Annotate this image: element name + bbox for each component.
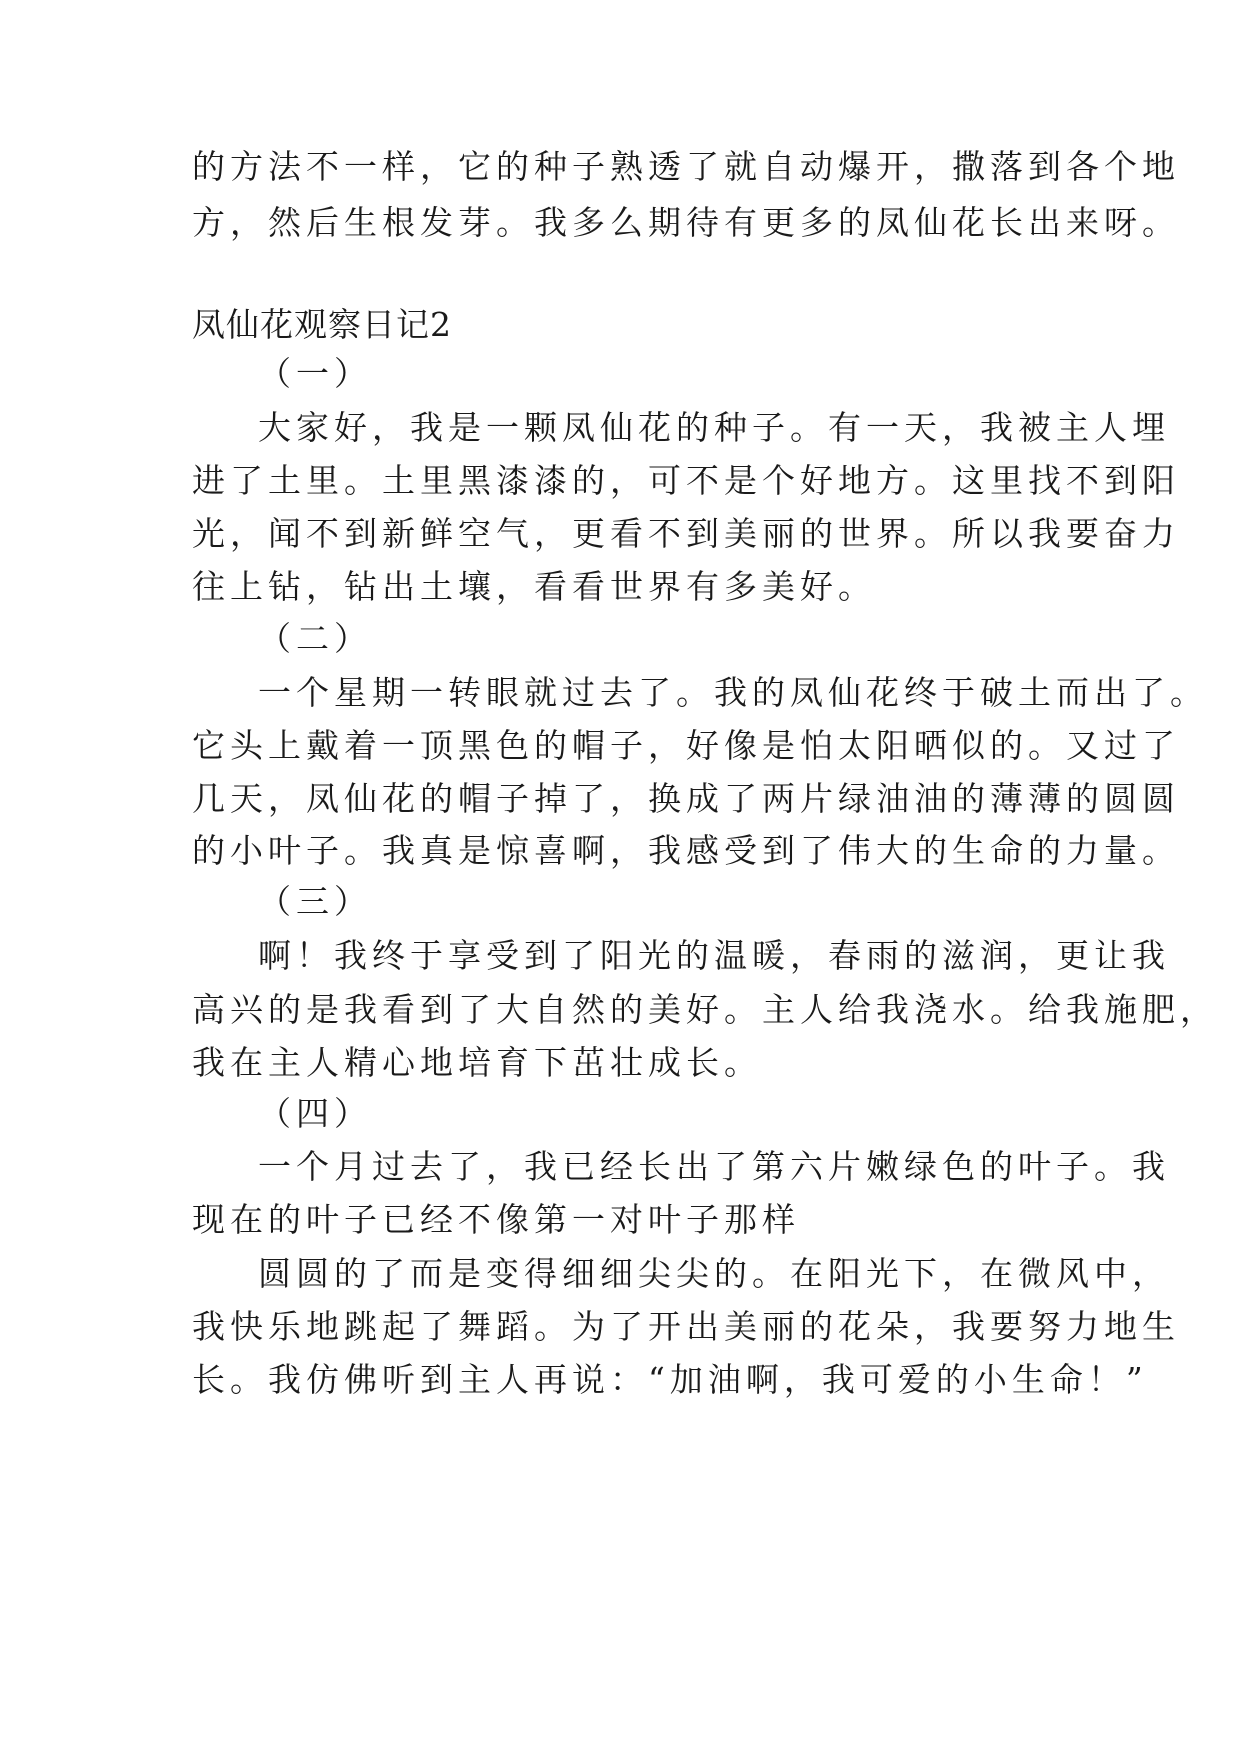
text-line: 我在主人精心地培育下茁壮成长。 [192, 1043, 762, 1082]
text-line: 一个星期一转眼就过去了。我的凤仙花终于破土而出了。 [258, 673, 1208, 712]
text-line: 往上钻，钻出土壤，看看世界有多美好。 [192, 567, 876, 606]
text-line: 几天，凤仙花的帽子掉了，换成了两片绿油油的薄薄的圆圆 [192, 779, 1180, 818]
text-line: 进了土里。土里黑漆漆的，可不是个好地方。这里找不到阳 [192, 461, 1180, 500]
text-line: 光，闻不到新鲜空气，更看不到美丽的世界。所以我要奋力 [192, 514, 1180, 553]
text-line: 大家好，我是一颗凤仙花的种子。有一天，我被主人埋 [258, 408, 1170, 447]
text-line: 圆圆的了而是变得细细尖尖的。在阳光下，在微风中， [258, 1254, 1170, 1293]
text-line: 高兴的是我看到了大自然的美好。主人给我浇水。给我施肥， [192, 990, 1218, 1029]
text-line: 方，然后生根发芽。我多么期待有更多的凤仙花长出来呀。 [192, 203, 1180, 242]
text-line: 啊！我终于享受到了阳光的温暖，春雨的滋润，更让我 [258, 936, 1170, 975]
text-line: 现在的叶子已经不像第一对叶子那样 [192, 1200, 800, 1239]
text-line: 的方法不一样，它的种子熟透了就自动爆开，撒落到各个地 [192, 147, 1180, 186]
section-marker: （一） [258, 354, 372, 393]
section-marker: （二） [258, 619, 372, 658]
text-line: 它头上戴着一顶黑色的帽子，好像是怕太阳晒似的。又过了 [192, 726, 1180, 765]
document-title: 凤仙花观察日记2 [192, 305, 452, 344]
section-marker: （四） [258, 1094, 372, 1133]
text-line: 我快乐地跳起了舞蹈。为了开出美丽的花朵，我要努力地生 [192, 1307, 1180, 1346]
text-line: 长。我仿佛听到主人再说：“加油啊，我可爱的小生命！” [192, 1360, 1148, 1399]
text-line: 一个月过去了，我已经长出了第六片嫩绿色的叶子。我 [258, 1147, 1170, 1186]
section-marker: （三） [258, 882, 372, 921]
text-line: 的小叶子。我真是惊喜啊，我感受到了伟大的生命的力量。 [192, 831, 1180, 870]
